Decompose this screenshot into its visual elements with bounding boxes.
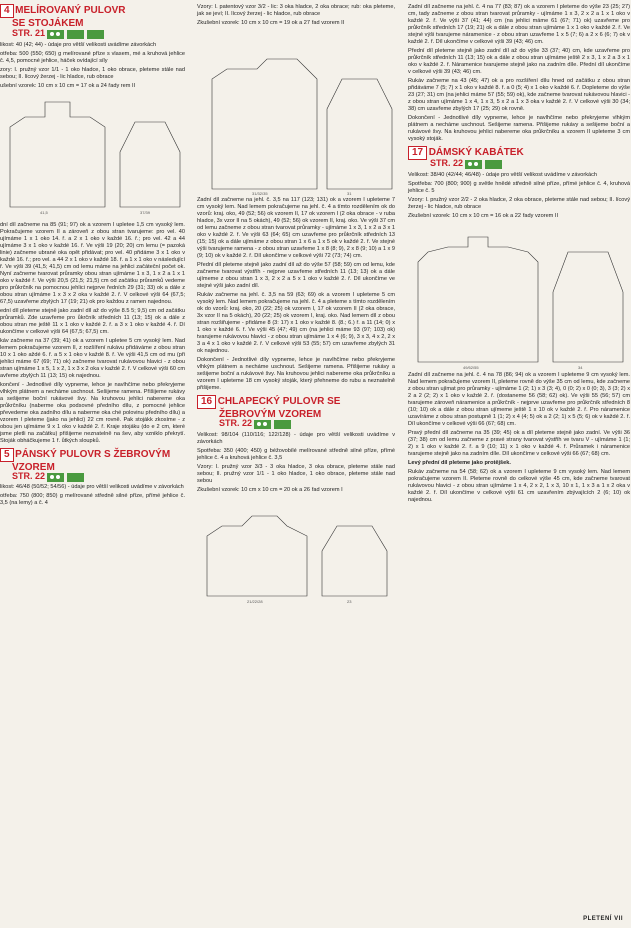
arrow-icon [87,30,104,39]
size-text: likost: 40 (42; 44) - údaje pro větší velikosti uvádíme závorkách [0,42,157,49]
icon-group [47,30,107,39]
needles-icon [67,473,84,482]
svg-text:31/32/35: 31/32/35 [252,191,268,196]
sleeve-text: káv začneme na 37 (39; 41) ok a vzorem I upletee 5 cm vysoký lem. Nad lemem pokračujeme vzorem II, z rozšíření rukávu přidáváme z obou stran 10 x 1 oko aždé 6. ř. a 5 x 1 oko v každé 8. ř. Ve výši 41,5 cm od mu (při jehlici máme 67 (69; 71) ok) začneme tvarovat rukávovou hlavici - z obou stran ujímáme 1 x 5, 1 x 2, 1 x 3 x 2 oka v každé 2. ř. V celkové výši 60 cm avřeme zbylých 11 (13; 15) ok najednou. [0,338,185,380]
section-15-header [0,448,185,482]
gauge-text: Zkušební vzorek: 10 cm x 10 cm = 16 ok a 22 řady vzorem II [408,213,559,220]
size-text: Velikost: 98/104 (110/116; 122/128) - údaje pro větší velikosti uvádíme v závorkách [197,432,395,446]
back-piece-text: Zadní díl začneme na jehl. č. 3,5 na 117 (123; 131) ok a vzorem I upleteme 7 cm vysoký lem. Nad lemem pokračujeme na jehl. č. 4 a tímto rozdělením ok do vzorů: kraj. oko, 49 (52; 56) ok vzorem II, 17 ok vzorem I (2 oka obrace - v ruba hladce, 3x vzor II na 5 okách), 49 (52; 56) ok vzorem II, kraj. oko. Ve výši 37 cm od lemu začneme z obou stran tvarovat průramky - ujímáme 1 x 3, 1 x 2 a 3 x 1 oko v každé 2. ř. Ve výši 63 (64; 65) cm uzavřeme pro průkrčník středních 13 (15; 15) ok a dále ujímáme z obou stran 1 x 6 a 1 x 5 ok v každé 2. ř. Ve stejné výši tvarujeme ramena - z obou stran uzavřeme 1 x 8 (8; 9), 2 x 8 (9; 10) a 1 x 9 (9; 10) ok v každé 2. ř. Díl ukončíme v celkové výši 72 (73; 74) cm. [197,197,395,259]
gauge-text: ušební vzorek: 10 cm x 10 cm = 17 ok a 24 řady rem II [0,83,136,90]
svg-text:37/39: 37/39 [140,210,151,216]
materials-text: otřeba: 500 (550; 650) g melírované příze s vlasem, mé a kruhová jehlice č. 4,5, pomocné jehlice, háček ovídající síly [0,51,185,65]
front-piece-text: Přední díl pleteme stejně jako zadní díl až do výše 57 (58; 59) cm od lemu, kde začneme tvarovat výstřih - nejprve uzavřeme středních 11 (13; 13) ok a dále ujímeme z obou stran 1 x 3, 2 x 2 a 5 x 1 oko v každé 2. ř. Díl ukončíme ve stejné výši jako zadní díl. [197,262,395,289]
gauge-text: Zkušební vzorek: 10 cm x 10 cm = 19 ok a 27 řad vzorem II [197,20,345,26]
size-text: likost: 46/48 (50/52; 54/56) - údaje pro větší velikosti uvádíme v závorkách [0,484,184,491]
ball-icon [47,473,64,482]
svg-text:21/22/28: 21/22/28 [247,599,263,605]
patterns-text: Vzory: I. pružný vzor 3/3 - 3 oka hladce, 3 oka obrace, pleteme stále nad sebou; II. pružný vzor 1/1 - 1 oko hladce, 1 oko obrace, pleteme stále nad sebou [197,464,395,485]
right-front-text: Pravý přední díl začneme na 35 (39; 45) ok a díl pleteme stejně jako zadní. Ve výši 36 (37; 38) cm od lemu začneme z pravé strany tvarovat výstřih ve tvaru V - ujímáme 1 (1; 2) x 1 oko v každé 2. ř. a 9 (10; 11) x 1 oko v každé 4. ř. Průramek i náramenice tvarujeme stejně jako na zadním díle. Díl ukončíme v celkové výši 66 (67; 68) cm. [408,430,630,458]
page-ref: STR. 22 [219,418,253,428]
patterns-text: Vzory: I. patentový vzor 3/2 - lic: 3 oka hladce, 2 oka obrace; rub: oka pleteme, jak se jeví; II. lícový žerzej - lic hladce, rub obrace [197,4,395,17]
section-title-2: VZOREM [12,462,55,474]
ball-icon [465,160,482,169]
section-number: 5 [0,448,14,462]
svg-text:31: 31 [347,191,352,196]
front-piece-text: ední díl pleteme stejně jako zadní díl až do výše 8.5 5; 9,5) cm od začátku průramků. Zde uzavřeme pro ůkrčník středních 11 (13; 15) ok a dále z obou stran me ještě 11 x 1 oko v každé 2. ř. a 3 x 1 oko v každé 4. ř. Dí ukončíme v celkové výši 64 (67,5; 67,5) cm. [0,308,185,336]
page-ref: STR. 21 [12,28,46,38]
section-number: 17 [408,146,427,160]
patterns-text: zory: I. pružný vzor 1/1 - 1 oko hladce, 1 oko obrace, pleteme stále nad sebou; II. lícový žerzej - lic hladce, rub obrace [0,67,185,81]
page-ref: STR. 22 [12,471,46,482]
section-17-header [408,146,630,169]
schematic-diagram [408,222,630,372]
diagram-16 [197,496,395,606]
diagram-14 [0,92,185,222]
column-2 [197,0,395,606]
finishing-text: Dokončení - Jednotlivé díly vypneme, lehce je navlhčíme nebo překryjeme vlhkým plátnem a necháme uschnout. Sešijeme ramena. Přišijeme rukávy a sešijeme boční a rukávové švy. Na kruhovou jehlici nabereme oka průkrčníku a vzorem I upleteme 18 cm vysoký stoják, který přehneme do rubu a neznatelně přišijeme. [197,357,395,391]
back-piece-text: Zadní díl začneme na jehl. č. 4 na 78 (86; 94) ok a vzorem I upleteme 9 cm vysoký lem. Nad lemem pokračujeme vzorem II, pleteme rovně do výše 35 cm od lemu, kde začneme z obou stran ujímat pro průramky - ujímáme 1 (2; 1) x 3 (3; 4), 0 (0; 2) x 0 (0; 3), 3 (3; 2) x 2 a 2 (2; 2) x 1 oko v každé 2. ř. (dostaneme 56 (58; 62) ok). Ve výši 55 (56; 57) cm tvarujeme zároveň náramenice a průkrčník - nejprve uzavřeme pro průkrčník středních 8 (10; 10) ok a dále z obou stran ujímeme ještě 1 x 10 ok v každé 2. ř. Pro náramenice uzavíráme z obou stran postupně 1 (1; 2) x 4 (4; 5) ok a 2 (2; 1) x 5 (5; 6) ok v každé 2. ř. Díl ukončíme v celkové výši 66 (67; 68) cm. [408,372,630,428]
schematic-diagram [197,496,395,606]
sleeve-text: Rukáv začneme na jehl. č. 3,5 na 59 (63; 69) ok a vzorem I upleteme 5 cm vysoký lem. Nad lemem pokračujeme na jehl. č. 4 a pleteme s tímto rozdělením ok do vzorů: kraj. oko, 20 (22; 25) ok vzorem I, 17 ok vzorem II (2 oka obrace, 3x vzor II na 5 okách), 20 (22; 25) ok vzorem I, kraj. oko. Nad lemem díl z obou stran rozšiřujeme - přidáme 8 (3: 17) x 1 oko v každé 8. (8.; 6.) ř. a 11 (14; 0) x 1 oko v každé 6. ř. Ve výši 45 (47; 49) cm (na jehlici máme 93 (97; 103) ok) tvarujeme rukávovou hlavici - z obou stran ujímáme 1 x 4 (6; 9), 3 x 3, 4 x 2, 2 x 3 a 4 x 1 oko v každé 2. ř. V celkové výši 53 (55; 57) cm uzavřeme zbylých 31 ok najednou. [197,292,395,354]
needles-icon [67,30,84,39]
size-text: Velikost: 38/40 (42/44; 46/48) - údaje pro větší velikost uvádíme v závorkách [408,172,598,179]
footer-label: PLETENÍ [583,916,612,922]
section-number: 16 [197,395,216,409]
materials-text: Spotřeba: 350 (400; 450) g béžovobílé melírované středně silné příze, přímé jehlice č. 4 a kruhová jehlice č. 3,5 [197,448,395,462]
section-title: CHLAPECKÝ PULOVR SE [217,396,341,407]
materials-text: otřeba: 750 (800; 850) g melírované středně silné příze, přímé jehlice č. 3,5 (na lemy) a č. 4 [0,493,185,507]
section-14-header [0,4,185,39]
patterns-text: Vzory: I. pružný vzor 2/2 - 2 oka hladce, 2 oka obrace, pleteme stále nad sebou; II. lícový žerzej - lic hladce, rub obrace [408,197,630,211]
section-title-2: ŽEBROVÝM VZOREM [219,409,322,420]
sleeve-text: Rukáv začneme na 54 (58; 62) ok a vzorem I upleteme 9 cm vysoký lem. Nad lemem pokračujeme vzorem II. Pleteme rovně do celkové výše 45 cm, kde začneme tvarovat rukávovou hlavici - z obou stran ujímáme 1 x 4, 2 x 2, 1 x 3, 10 x 1, 1 x 3 a 1 x 2 oka v každé 2. ř. Díl ukončíme v celkové výši 61 cm uzavřením zbývajících 2 (6; 10) ok najednou. [408,469,630,504]
icon-group [47,473,87,482]
section-number: 4 [0,4,14,18]
diagram-15 [197,29,395,197]
section-title: PÁNSKÝ PULOVR S ŽEBROVÝM [15,449,171,461]
back-piece-text: dní díl začneme na 85 (91; 97) ok a vzorem I upletee 1,5 cm vysoký lem. Pokračujeme vzorem II a zároveň z obou stran tvarujeme: pro vel. 40 ujímáme 1 x 1 oko 14. ř. a 2 x 1 oko v každé 16. ř.; pro vel. 42 a 44 ujímáme 3 x 1 oko v každé 16. ř. Ve výši 19 (20; 20) cm lemu (= pazoká linie) začneme ubrané oka opět přidávat; pro vel. 40 přidáme 3 x 1 oko v každé 16. ř.; pro vel. a 44 2 x 1 oko v každé 18. ř. a 1 x 1 oko v následující ř. Ve výši 39 (41,5; 41,5) cm od lemu máme na jehlici začáteční počet ok. Nyní začneme tvarovat průramky obou stran ujímáme 1 x 3, 1 x 2 a 1 x 1 oko v každé ř. Ve výši 20,5 (21,5; 21,5) cm od začátku průramků vedeme pro průkrčník na pomocnou jehlici nejprve ředních 29 (31; 33) ok a dále z obou stran ujímáme 1 x 3 x 2 oka v každé 2. ř. V celkové výši 64 (67,5; 67,5) uzavřeme zbylých 17 (19; 21) ok pro každou z ramen najednou. [0,222,185,306]
needles-icon [274,420,291,429]
sleeve-text: Rukáv začneme na 43 (45; 47) ok a pro rozšíření dílu hned od začátku z obou stran přidáváme 7 (5; 7) x 1 oko v každé 8. ř. a 0 (5; 4) x 1 oko v každé 6. ř. Dopleteme do výše 23 (27; 31) cm (na jehlici máme 57 (55; 59) ok), kde začneme tvarovat rukávovou hlavici - z obou stran ujímáme 1 x 4, 1 x 3, 5 x 2 a 1 x 3 oka v každé 2. ř. V celkové výši 30 (34; 38) cm uzavřeme zbylých 17 (25; 29) ok rovně. [408,78,630,112]
column-3 [408,0,630,506]
svg-text:49/52/55: 49/52/55 [463,365,479,371]
section-title: MELÍROVANÝ PULOVR [15,5,126,16]
finishing-text: končení - Jednotlivé díly vypneme, lehce je navlhčíme nebo překryjeme vlhkým plátnem a necháme uschnout. Sešijeme ramena. Přišijeme rukávy a sešijeme boční rukávové švy. Na kruhovou jehlici nabereme oka průkrčníku (naberme oka podsovné předního dílu, z pomocné jehlice převedeme oka zadního dílu a naberme oka ché polovinu předního dílu) a vzorem I pleteme (jako na jehlici) 22 cm rovně. Pak stojákk zkosíme - z obou jen ujímáme 9 x 1 oko v každé 2. ř. Kraje stojáku (do e 2 cm, které jsme pletli na začátku) přišijeme neznatelně na šev, aby vzniklo překrytí. Stoják obháčkujeme 1 ř. ůtkých sloupků. [0,382,185,445]
materials-text: Spotřeba: 700 (800; 900) g světle hnědé středně silné příze, přímé jehlice č. 4, kruhová jehlice č. 5 [408,181,630,195]
page-number: VII [614,916,623,922]
section-16-header [197,395,395,429]
front-piece-text: Přední díl pleteme stejně jako zadní díl až do výše 33 (37; 40) cm, kde uzavřeme pro průkrčník středních 11 (13; 15) ok a dále z obou stran ujímáme ještě 2 x 3, 1 x 2 a 3 x 1 oko v každé 2. ř. Náramenice tvarujeme stejně jako na zadním díle. Přední díl ukončíme v celkové výši 39 (43; 46) cm. [408,48,630,75]
ball-icon [254,420,271,429]
icon-group [465,160,505,169]
section-title: DÁMSKÝ KABÁTEK [428,147,524,158]
svg-text:41,5: 41,5 [40,210,48,216]
icon-group [254,420,294,429]
diagram-17 [408,222,630,372]
left-front-text: Levý přední díl pleteme jako protějšek. [408,460,511,467]
back-piece-text: Zadní díl začneme na jehl. č. 4 na 77 (83; 87) ok a vzorem I pleteme do výše 23 (25; 27) cm, tady začneme z obou stran tvarovat průramky - ujímáme 1 x 3, 2 x 2 a 1 x 1 oko v každé 2. ř. Ve výši 37 (41; 44) cm (na jehlici máme 61 (67; 71) ok) uzavřeme pro průkrčník středních 17 (19; 21) ok a dále z obou stran ujímáme 1 x 1 oko v každé 2. ř. Ve stejné výši tvarujeme náramenice - z obou stran uzavřeme 1 x 5 (7; 6) a 2 x 6 (6; 7) ok v každé 2. ř. Díl ukončíme v celkové výši 39 (43; 46) cm. [408,4,630,45]
needles-icon [485,160,502,169]
svg-text:34: 34 [578,365,583,371]
svg-text:23: 23 [347,599,352,605]
finishing-text: Dokončení - Jednotlivé díly vypneme, lehce je navlhčíme nebo překryjeme vlhkým plátnem a necháme uschnout. Sešijeme ramena. Přišijeme rukávy a sešijeme boční a rukávové švy. Na kruhovou jehlici nabereme oka průkrčníku a vzorem II upleteme 3 cm vysoký stoják. [408,115,630,142]
schematic-diagram [197,29,395,197]
page-ref: STR. 22 [430,158,464,168]
schematic-diagram [0,92,185,222]
gauge-text: Zkušební vzorek: 10 cm x 10 cm = 20 ok a 26 řad vzorem I [197,487,343,494]
column-1 [0,0,185,509]
page-footer [583,916,623,922]
section-title-2: SE STOJÁKEM [12,18,84,29]
ball-icon [47,30,64,39]
